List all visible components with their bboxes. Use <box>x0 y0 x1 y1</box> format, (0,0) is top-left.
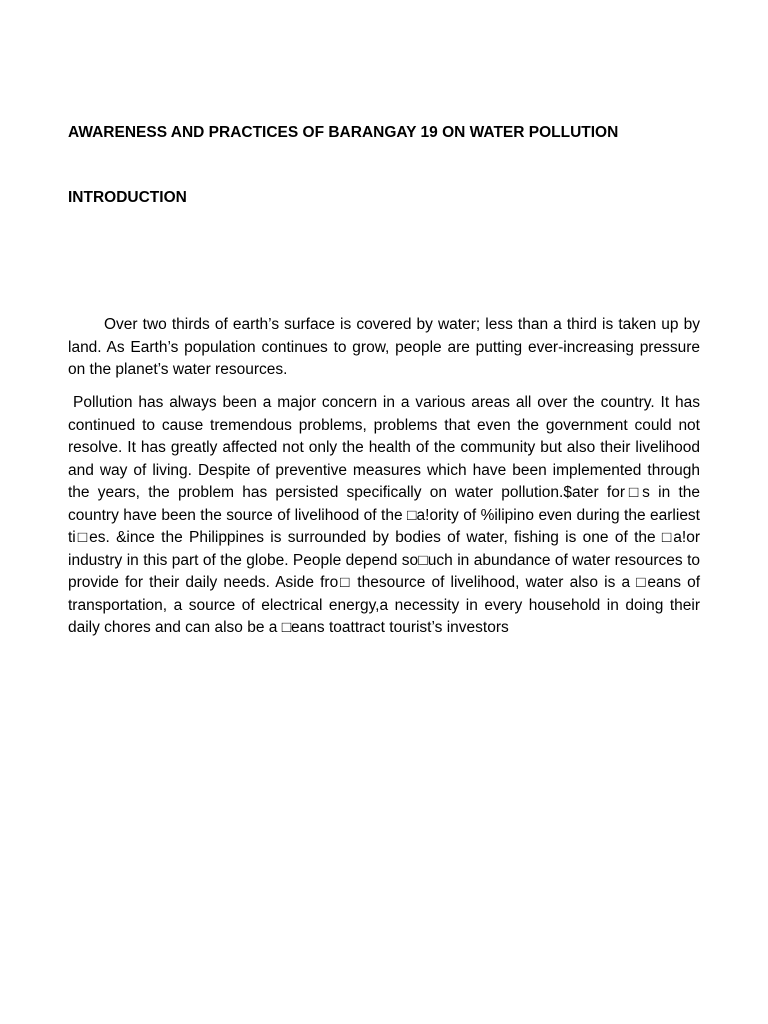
paragraph-1: Over two thirds of earth’s surface is covered by water; less than a third is taken up by land. As Earth’s population continues to grow, people are putting ever-increasing pressure on the planet’s water resources. <box>68 316 700 378</box>
section-heading-introduction: INTRODUCTION <box>68 189 187 206</box>
paragraph-2: Pollution has always been a major concern in a various areas all over the country. It has continued to cause tremendous problems, problems that even the government could not resolve. It has greatly affected not only the health of the community but also their livelihood and way of living. Despite of preventive measures which have been implemented through the years, the problem has persisted specifically on water pollution.$ater for□s in the country have been the source of livelihood of the □a!ority of %ilipino even during the earliest ti□es. &ince the Philippines is surrounded by bodies of water, fishing is one of the □a!or industry in this part of the globe. People depend so□uch in abundance of water resources to provide for their daily needs. Aside fro□ thesource of livelihood, water also is a □eans of transportation, a source of electrical energy,a necessity in every household in doing their daily chores and can also be a □eans toattract tourist’s investors <box>68 394 700 636</box>
document-title: AWARENESS AND PRACTICES OF BARANGAY 19 ON WATER POLLUTION <box>68 124 619 141</box>
